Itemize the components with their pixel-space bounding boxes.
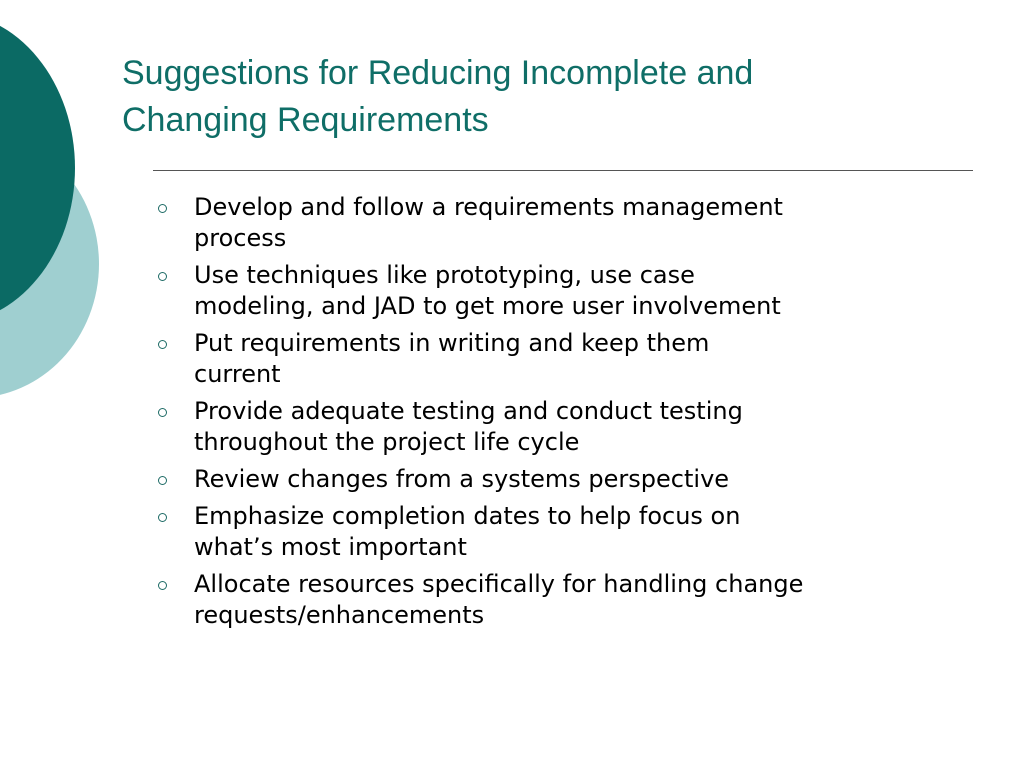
bullet-text-line: throughout the project life cycle <box>194 428 580 456</box>
bullet-text-line: Allocate resources specifically for handling change <box>194 570 804 598</box>
bullet-text-line: Review changes from a systems perspective <box>194 465 730 493</box>
bullet-text-line: requests/enhancements <box>194 601 485 629</box>
bullet-item <box>150 569 950 631</box>
bullet-text-line: Use techniques like prototyping, use case <box>194 261 695 289</box>
bullet-text-line: Put requirements in writing and keep them <box>194 329 710 357</box>
bullet-text-line: Emphasize completion dates to help focus on <box>194 502 741 530</box>
slide-title <box>122 50 982 144</box>
slide-title-line: Suggestions for Reducing Incomplete and <box>122 54 754 92</box>
bullet-item <box>150 464 950 495</box>
hollow-circle-bullet-icon <box>158 340 167 349</box>
hollow-circle-bullet-icon <box>158 476 167 485</box>
bullet-item <box>150 396 950 458</box>
bullet-item <box>150 260 950 322</box>
hollow-circle-bullet-icon <box>158 408 167 417</box>
bullet-text-line: process <box>194 224 287 252</box>
hollow-circle-bullet-icon <box>158 272 167 281</box>
hollow-circle-bullet-icon <box>158 513 167 522</box>
bullet-item <box>150 192 950 254</box>
hollow-circle-bullet-icon <box>158 581 167 590</box>
bullet-text-line: modeling, and JAD to get more user involvement <box>194 292 781 320</box>
bullet-text-line: Develop and follow a requirements management <box>194 193 783 221</box>
bullet-text-line: current <box>194 360 281 388</box>
slide-title-line: Changing Requirements <box>122 101 489 139</box>
bullet-item <box>150 501 950 563</box>
bullet-text-line: Provide adequate testing and conduct testing <box>194 397 743 425</box>
bullet-text-line: what’s most important <box>194 533 467 561</box>
title-divider <box>153 170 973 171</box>
hollow-circle-bullet-icon <box>158 204 167 213</box>
bullet-list <box>150 192 950 637</box>
bullet-item <box>150 328 950 390</box>
